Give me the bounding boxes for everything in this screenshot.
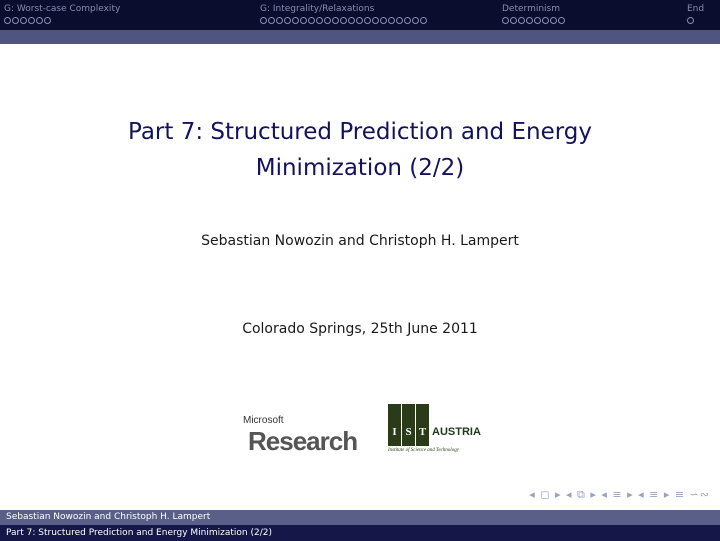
ist-logo-word: AUSTRIA: [432, 426, 481, 438]
nav-frame-dot[interactable]: [308, 17, 315, 24]
nav-section-dots[interactable]: [4, 17, 120, 25]
nav-section-label: G: Worst-case Complexity: [4, 4, 121, 14]
nav-frame-dot[interactable]: [20, 17, 27, 24]
nav-frame-dot[interactable]: [316, 17, 323, 24]
nav-frame-dot[interactable]: [276, 17, 283, 24]
top-navigation-bar: [0, 0, 720, 30]
ist-logo-block-t: [416, 404, 429, 446]
nav-frame-dot[interactable]: [558, 17, 565, 24]
nav-frame-dot[interactable]: [372, 17, 379, 24]
nav-section-dots[interactable]: [260, 17, 428, 25]
nav-section-determinism[interactable]: [502, 4, 566, 25]
footer-author: Sebastian Nowozin and Christoph H. Lampert: [6, 512, 211, 522]
nav-frame-dot[interactable]: [332, 17, 339, 24]
nav-frame-dot[interactable]: [526, 17, 533, 24]
nav-frame-dot[interactable]: [518, 17, 525, 24]
nav-frame-dot[interactable]: [396, 17, 403, 24]
nav-frame-dot[interactable]: [260, 17, 267, 24]
nav-section-label: G: Integrality/Relaxations: [260, 4, 375, 14]
slide-title: [60, 114, 660, 186]
ms-logo-big-text: Research: [248, 426, 358, 456]
authors: Sebastian Nowozin and Christoph H. Lampert: [201, 233, 519, 249]
nav-frame-dot[interactable]: [284, 17, 291, 24]
nav-frame-dot[interactable]: [4, 17, 11, 24]
nav-frame-dot[interactable]: [348, 17, 355, 24]
nav-section-label: End: [687, 4, 705, 14]
ist-logo-letter-s: S: [405, 426, 412, 438]
venue-date: Colorado Springs, 25th June 2011: [242, 321, 478, 337]
nav-frame-dot[interactable]: [550, 17, 557, 24]
ist-austria-logo: [388, 404, 488, 456]
nav-frame-dot[interactable]: [388, 17, 395, 24]
title-line-2: Minimization (2/2): [255, 155, 465, 181]
title-line-1: Part 7: Structured Prediction and Energy: [128, 119, 592, 145]
nav-frame-dot[interactable]: [340, 17, 347, 24]
nav-frame-dot[interactable]: [268, 17, 275, 24]
nav-section-dots[interactable]: [687, 17, 704, 25]
beamer-navigation-symbols[interactable]: ◂ ◻ ▸ ◂ ⧉ ▸ ◂ ≡ ▸ ◂ ≡ ▸ ≡ ∽∾: [529, 488, 710, 501]
microsoft-research-logo: [242, 415, 364, 457]
nav-frame-dot[interactable]: [502, 17, 509, 24]
nav-frame-dot[interactable]: [36, 17, 43, 24]
nav-frame-dot[interactable]: [687, 17, 694, 24]
footer-title: Part 7: Structured Prediction and Energy Minimization (2/2): [6, 528, 273, 538]
nav-frame-dot[interactable]: [542, 17, 549, 24]
ist-logo-letter-t: T: [418, 426, 427, 438]
nav-frame-dot[interactable]: [380, 17, 387, 24]
nav-frame-dot[interactable]: [12, 17, 19, 24]
nav-frame-dot[interactable]: [44, 17, 51, 24]
footer-title-bar: [0, 525, 720, 541]
nav-section-worst-case[interactable]: [4, 4, 120, 25]
nav-frame-dot[interactable]: [364, 17, 371, 24]
nav-frame-dot[interactable]: [510, 17, 517, 24]
header-stripe: [0, 30, 720, 44]
ist-logo-subtitle: Institute of Science and Technology: [388, 448, 459, 453]
nav-section-label: Determinism: [502, 4, 561, 14]
nav-section-end[interactable]: [687, 4, 704, 25]
nav-frame-dot[interactable]: [292, 17, 299, 24]
footer-author-bar: [0, 510, 720, 525]
nav-frame-dot[interactable]: [324, 17, 331, 24]
nav-frame-dot[interactable]: [28, 17, 35, 24]
nav-section-integrality[interactable]: [260, 4, 428, 25]
nav-frame-dot[interactable]: [412, 17, 419, 24]
ist-logo-letter-i: I: [392, 426, 397, 438]
nav-frame-dot[interactable]: [300, 17, 307, 24]
nav-frame-dot[interactable]: [356, 17, 363, 24]
nav-frame-dot[interactable]: [534, 17, 541, 24]
ist-logo-block-i: [388, 404, 401, 446]
nav-frame-dot[interactable]: [420, 17, 427, 24]
ist-logo-block-s: [402, 404, 415, 446]
nav-section-dots[interactable]: [502, 17, 566, 25]
nav-frame-dot[interactable]: [404, 17, 411, 24]
ms-logo-small-text: Microsoft: [243, 415, 284, 426]
